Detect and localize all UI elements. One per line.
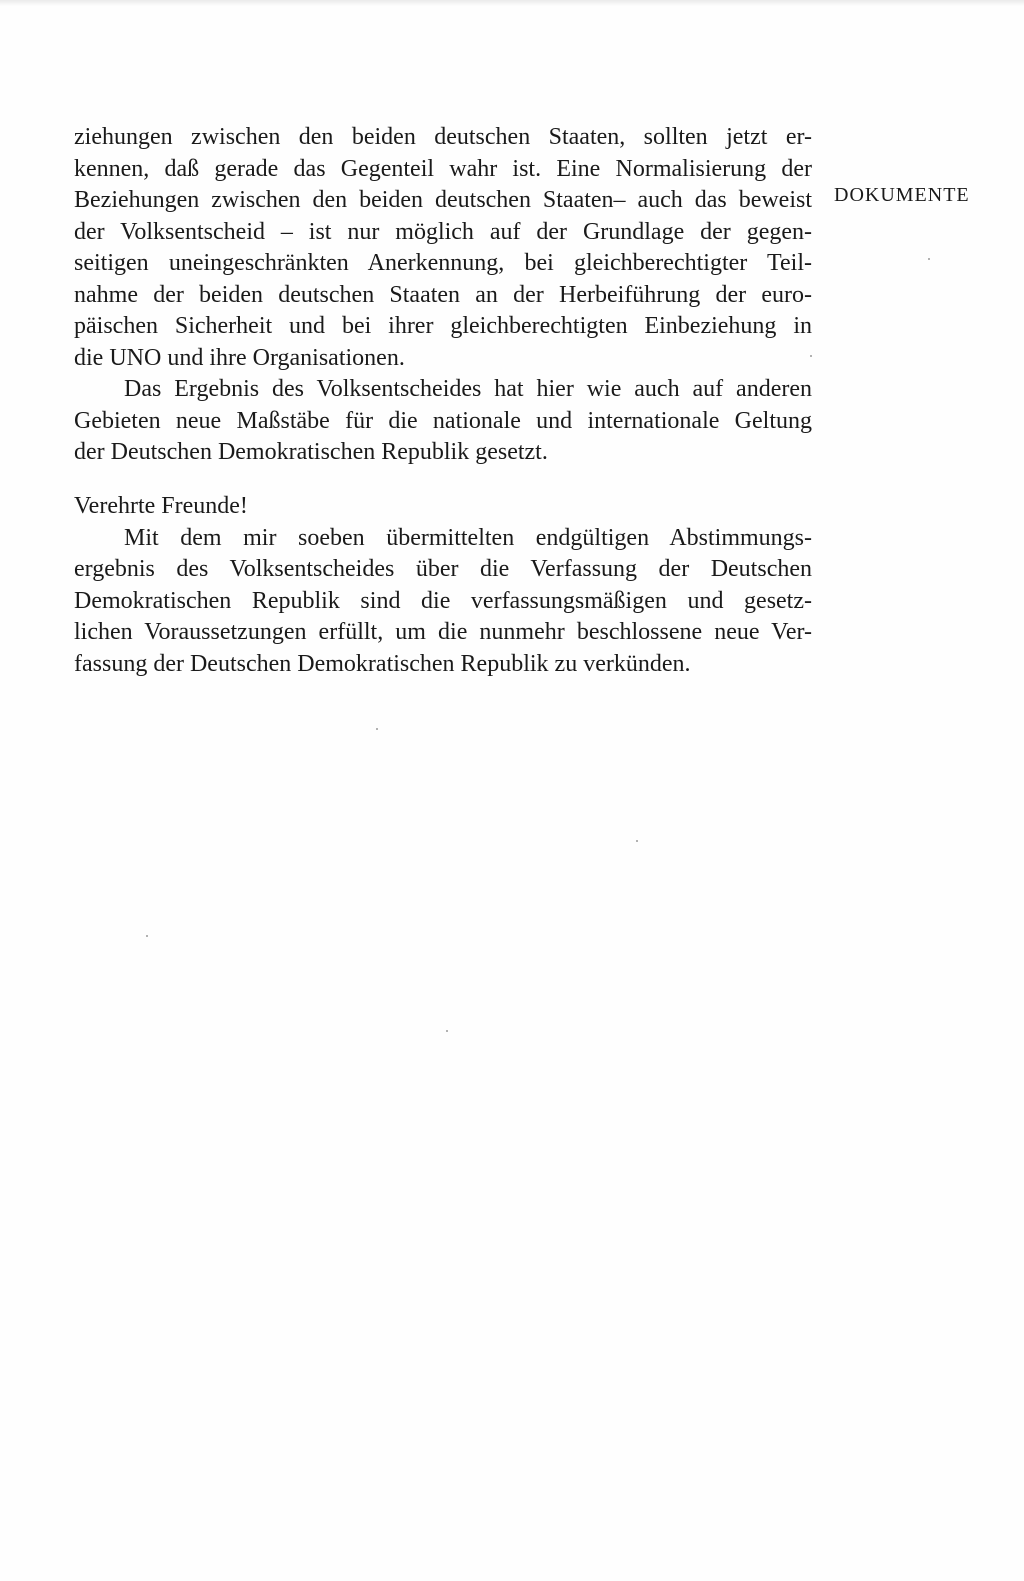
- scan-speck: [376, 728, 378, 730]
- scan-speck: [810, 355, 812, 357]
- salutation: Verehrte Freunde!: [74, 493, 248, 519]
- text-line: der Deutschen Demokratischen Republik gesetzt.: [74, 439, 548, 465]
- margin-note-dokumente: DOKUMENTE: [834, 184, 970, 206]
- text-line: Demokratischen Republik sind die verfassungsmäßigen und gesetz-: [74, 587, 812, 614]
- text-line: fassung der Deutschen Demokratischen Republik zu verkünden.: [74, 650, 691, 677]
- text-line: Mit dem mir soeben übermittelten endgültigen Abstimmungs-: [124, 524, 812, 551]
- text-line: Gebieten neue Maßstäbe für die nationale und internationale Geltung: [74, 407, 812, 434]
- text-line: seitigen uneingeschränkten Anerkennung, bei gleichberechtigter Teil-: [74, 250, 812, 276]
- text-line: die UNO und ihre Organisationen.: [74, 344, 405, 371]
- text-line: Beziehungen zwischen den beiden deutschen Staaten– auch das beweist: [74, 187, 812, 213]
- paragraph-block-verkuendung: [74, 491, 812, 680]
- text-line: ergebnis des Volksentscheides über die Verfassung der Deutschen: [74, 556, 812, 582]
- scan-speck: [928, 258, 930, 260]
- text-line: der Volksentscheid – ist nur möglich auf der Grundlage der gegen-: [74, 218, 812, 245]
- text-line: lichen Voraussetzungen erfüllt, um die nunmehr beschlossene neue Ver-: [74, 619, 812, 645]
- text-line: kennen, daß gerade das Gegenteil wahr ist. Eine Normalisierung der: [74, 155, 812, 182]
- scan-speck: [636, 840, 638, 842]
- text-line: Das Ergebnis des Volksentscheides hat hier wie auch auf anderen: [124, 376, 812, 402]
- text-line: päischen Sicherheit und bei ihrer gleichberechtigten Einbeziehung in: [74, 313, 812, 339]
- scan-edge: [0, 0, 1024, 6]
- paragraph-block-normalisierung: [74, 122, 812, 469]
- scan-speck: [446, 1030, 448, 1032]
- scan-speck: [146, 935, 148, 937]
- text-line: nahme der beiden deutschen Staaten an der Herbeiführung der euro-: [74, 281, 812, 308]
- text-line: ziehungen zwischen den beiden deutschen Staaten, sollten jetzt er-: [74, 124, 812, 150]
